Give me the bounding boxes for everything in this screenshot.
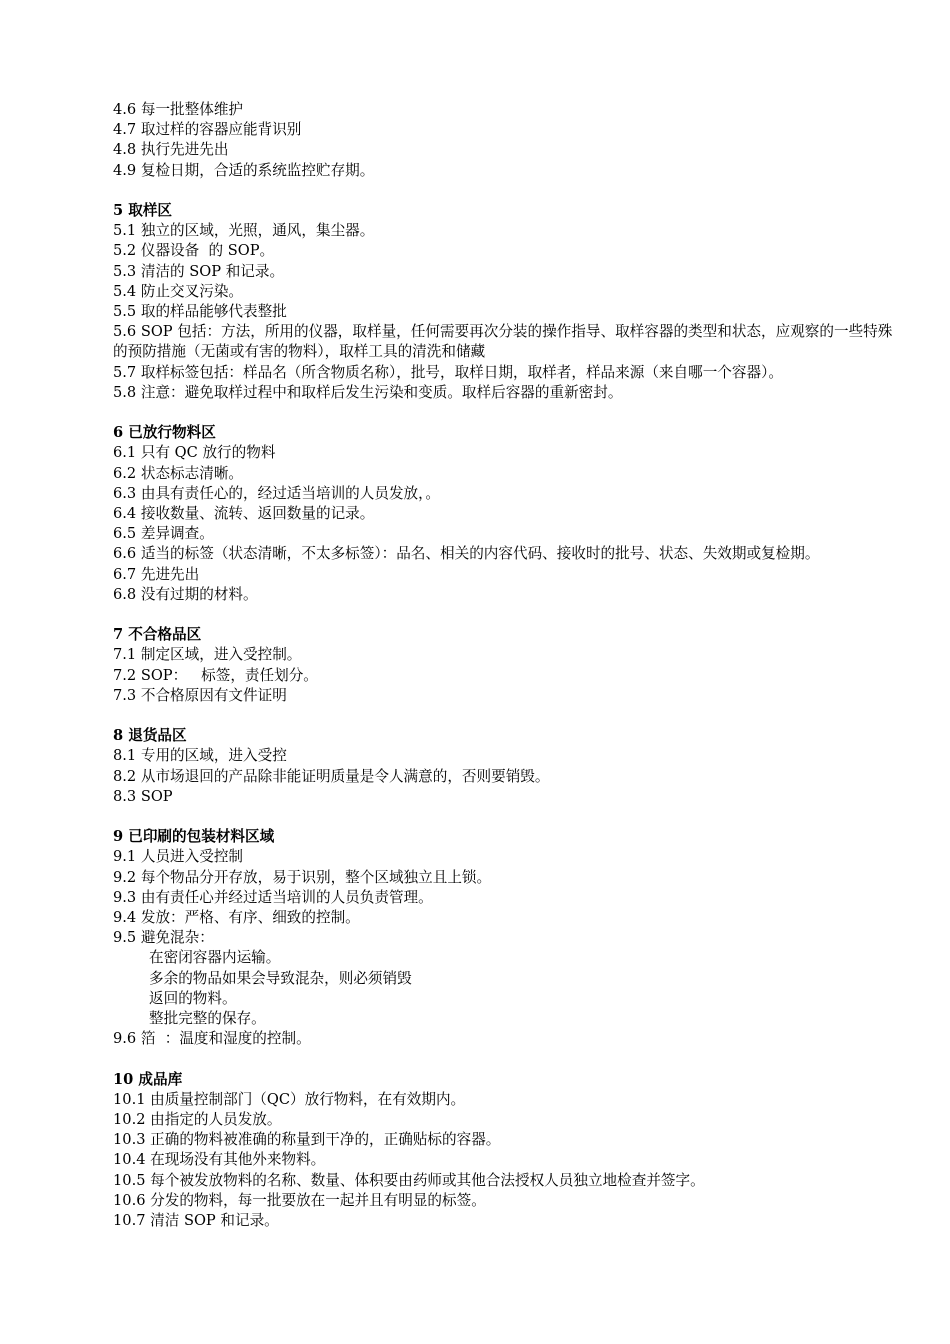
list-item: 10.3 正确的物料被准确的称量到干净的，正确贴标的容器。 [113,1131,501,1149]
section-heading: 5 取样区 [113,202,173,219]
section-heading: 7 不合格品区 [113,626,202,644]
list-item: 4.8 执行先进先出 [113,141,229,159]
section [113,423,903,605]
list-item: 5.4 防止交叉污染。 [113,282,244,300]
list-item: 5.7 取样标签包括：样品名（所含物质名称），批号，取样日期，取样者，样品来源（来自哪一个容器）。 [113,363,783,381]
list-item: 6.8 没有过期的材料。 [113,585,258,603]
list-item: 6.7 先进先出 [113,565,200,583]
section-heading: 6 已放行物料区 [113,424,216,442]
list-item: 7.2 SOP： 标签，责任划分。 [113,666,318,684]
section [113,625,903,706]
list-item: 9.4 发放：严格、有序、细致的控制。 [113,909,360,927]
list-item: 6.5 差异调查。 [113,525,214,543]
list-item: 5.2 仪器设备 的 SOP。 [113,242,275,260]
list-item: 7.3 不合格原因有文件证明 [113,686,287,704]
list-item: 10.1 由质量控制部门（QC）放行物料，在有效期内。 [113,1090,466,1108]
list-item: 9.6 箔 ：温度和湿度的控制。 [113,1030,311,1048]
list-item: 10.5 每个被发放物料的名称、数量、体积要由药师或其他合法授权人员独立地检查并签字。 [113,1171,705,1189]
list-item: 10.4 在现场没有其他外来物料。 [113,1151,326,1169]
list-item: 8.2 从市场退回的产品除非能证明质量是令人满意的，否则要销毁。 [113,767,550,785]
list-item: 9.1 人员进入受控制 [113,848,244,866]
list-item: 6.2 状态标志清晰。 [113,464,244,482]
section-heading: 8 退货品区 [113,727,187,745]
section-heading: 9 已印刷的包装材料区域 [113,828,275,846]
list-item: 4.7 取过样的容器应能背识别 [113,121,302,139]
list-item: 5.1 独立的区域，光照，通风，集尘器。 [113,222,375,240]
section-heading: 10 成品库 [113,1070,183,1088]
list-item: 6.4 接收数量、流转、返回数量的记录。 [113,505,375,523]
section [113,726,903,807]
section [113,1070,903,1232]
sub-item: 整批完整的保存。 [149,1010,266,1028]
list-item: 8.3 SOP [113,787,173,805]
document-body [113,100,903,1251]
list-item: 5.6 SOP 包括：方法，所用的仪器，取样量，任何需要再次分装的操作指导、取样容器的类型和状态，应观察的一些特殊的预防措施（无菌或有害的物料），取样工具的清洗和储藏 [113,323,893,361]
list-item: 6.6 适当的标签（状态清晰，不太多标签）：品名、相关的内容代码、接收时的批号、状态、失效期或复检期。 [113,545,820,563]
list-item: 6.3 由具有责任心的，经过适当培训的人员发放，。 [113,484,441,502]
list-item: 9.3 由有责任心并经过适当培训的人员负责管理。 [113,888,433,906]
list-item: 7.1 制定区域，进入受控制。 [113,646,302,664]
sub-item: 返回的物料。 [149,989,237,1007]
list-item: 10.6 分发的物料，每一批要放在一起并且有明显的标签。 [113,1191,486,1209]
list-item: 5.5 取的样品能够代表整批 [113,303,287,321]
list-item: 8.1 专用的区域，进入受控 [113,747,287,765]
list-item: 6.1 只有 QC 放行的物料 [113,444,276,462]
section [113,100,903,181]
list-item: 5.3 清洁的 SOP 和记录。 [113,262,285,280]
section [113,201,903,403]
list-item: 5.8 注意：避免取样过程中和取样后发生污染和变质。取样后容器的重新密封。 [113,383,623,401]
section [113,827,903,1049]
list-item: 4.9 复检日期，合适的系统监控贮存期。 [113,161,375,179]
sub-item: 多余的物品如果会导致混杂，则必须销毁 [149,969,412,987]
list-item: 4.6 每一批整体维护 [113,101,244,118]
list-item: 9.2 每个物品分开存放，易于识别，整个区域独立且上锁。 [113,868,492,886]
list-item: 10.2 由指定的人员发放。 [113,1111,282,1129]
list-item: 9.5 避免混杂： [113,929,214,947]
list-item: 10.7 清洁 SOP 和记录。 [113,1212,279,1230]
sub-item: 在密闭容器内运输。 [149,949,281,967]
